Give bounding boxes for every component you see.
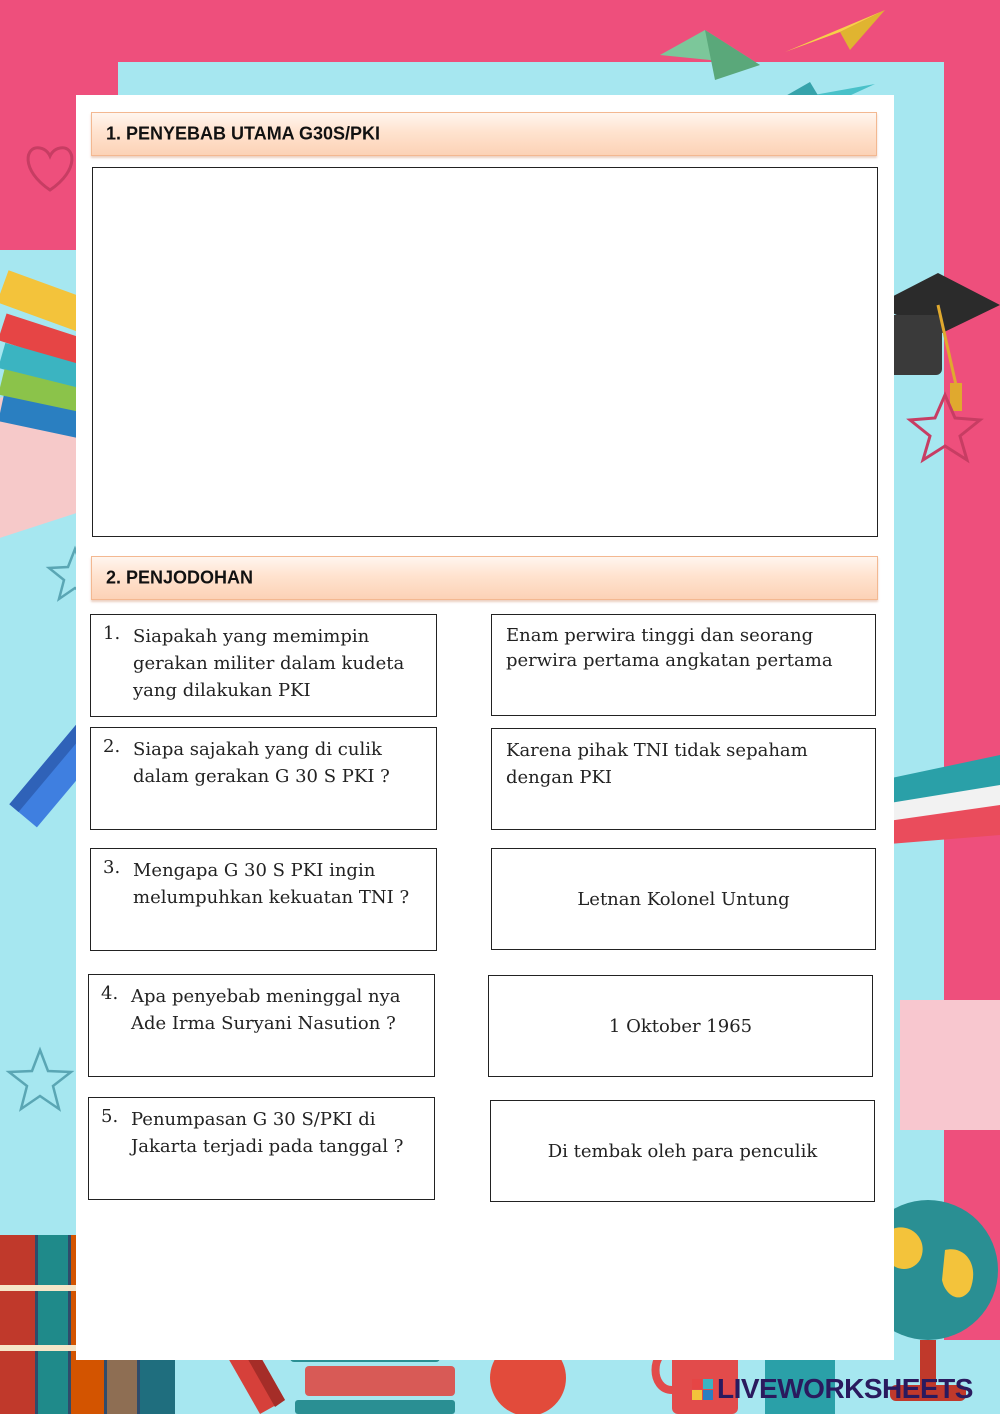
heart-icon (20, 140, 80, 195)
answer-text: 1 Oktober 1965 (608, 1015, 753, 1037)
star-icon (905, 390, 985, 465)
logo-blocks-icon (692, 1379, 713, 1400)
answer-box-3[interactable] (491, 848, 876, 950)
paper-plane-yellow-icon (780, 2, 890, 57)
question-text: Siapa sajakah yang di culik dalam gerakan G 30 S PKI ? (133, 739, 390, 787)
answer-text: Letnan Kolonel Untung (577, 888, 790, 910)
background-pink-patch (900, 1000, 1000, 1130)
section-title: 1. PENYEBAB UTAMA G30S/PKI (106, 123, 381, 144)
logo-text: LIVEWORKSHEETS (717, 1373, 973, 1404)
answer-text: Enam perwira tinggi dan seorang perwira pertama angkatan pertama (506, 625, 833, 671)
answer-box-1[interactable] (491, 614, 876, 716)
question-box-2[interactable] (90, 727, 437, 830)
question-box-4[interactable] (88, 974, 435, 1077)
question-text: Siapakah yang memimpin gerakan militer dalam kudeta yang dilakukan PKI (133, 626, 405, 701)
section-header-penjodohan (91, 556, 878, 600)
answer-text: Karena pihak TNI tidak sepaham dengan PKI (506, 740, 808, 788)
question-text: Penumpasan G 30 S/PKI di Jakarta terjadi pada tanggal ? (131, 1109, 404, 1157)
question-box-3[interactable] (90, 848, 437, 951)
paper-plane-green-icon (655, 25, 765, 80)
answer-box-5[interactable] (490, 1100, 875, 1202)
answer-box-2[interactable] (491, 728, 876, 830)
liveworksheets-logo[interactable] (692, 1373, 973, 1405)
question-text: Apa penyebab meninggal nya Ade Irma Suryani Nasution ? (131, 986, 401, 1034)
answer-box-4[interactable] (488, 975, 873, 1077)
question-number: 4. (101, 983, 119, 1004)
section-header-penyebab (91, 112, 877, 156)
question-number: 1. (103, 623, 121, 644)
question-number: 2. (103, 736, 121, 757)
answer-text: Di tembak oleh para penculik (547, 1140, 818, 1162)
question-number: 3. (103, 857, 121, 878)
section-title: 2. PENJODOHAN (106, 567, 254, 588)
question-number: 5. (101, 1106, 119, 1127)
essay-answer-box[interactable] (92, 167, 878, 537)
star-bottom-left-icon (5, 1045, 75, 1115)
question-box-5[interactable] (88, 1097, 435, 1200)
question-box-1[interactable] (90, 614, 437, 717)
question-text: Mengapa G 30 S PKI ingin melumpuhkan kekuatan TNI ? (133, 860, 410, 908)
